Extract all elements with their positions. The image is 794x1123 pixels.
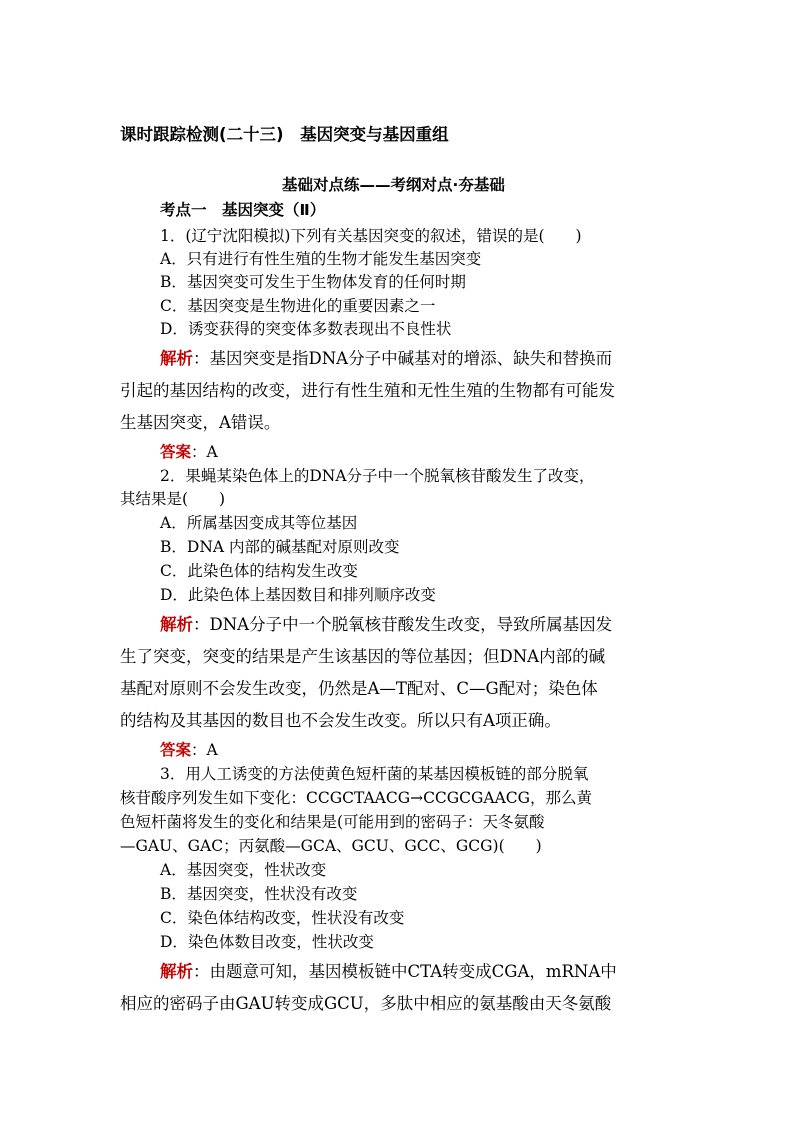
q1-analysis-label: 解析 <box>160 349 193 368</box>
q1-stem: 1．(辽宁沈阳模拟)下列有关基因突变的叙述，错误的是( ) <box>160 227 582 245</box>
q2-stem-line1: 2．果蝇某染色体上的DNA分子中一个脱氧核苷酸发生了改变， <box>160 467 595 485</box>
q2-analysis-line3: 基配对原则不会发生改变，仍然是A—T配对、C—G配对；染色体 <box>120 679 598 698</box>
q2-analysis-line2: 生了突变，突变的结果是产生该基因的等位基因；但DNA内部的碱 <box>120 647 606 666</box>
q3-option-b: B．基因突变，性状没有改变 <box>160 885 358 903</box>
document-title: 课时跟踪检测(二十三) 基因突变与基因重组 <box>120 125 449 144</box>
q2-analysis-label: 解析 <box>160 615 193 634</box>
q1-analysis-line2: 引起的基因结构的改变，进行有性生殖和无性生殖的生物都有可能发 <box>120 381 615 400</box>
q1-option-b: B．基因突变可发生于生物体发育的任何时期 <box>160 273 466 291</box>
q3-analysis-label: 解析 <box>160 962 193 981</box>
q2-option-b: B．DNA 内部的碱基配对原则改变 <box>160 538 400 556</box>
q3-option-c: C．染色体结构改变，性状没有改变 <box>160 909 405 927</box>
q1-analysis-line3: 生基因突变，A错误。 <box>120 413 281 432</box>
q3-stem-line3: 色短杆菌将发生的变化和结果是(可能用到的密码子：天冬氨酸 <box>120 813 545 831</box>
q2-stem-line2: 其结果是( ) <box>120 490 226 508</box>
q1-answer-label: 答案 <box>160 442 192 461</box>
q2-analysis-line4: 的结构及其基因的数目也不会发生改变。所以只有A项正确。 <box>120 711 561 730</box>
q3-stem-line2: 核苷酸序列发生如下变化：CCGCTAACG→CCGCGAACG，那么黄 <box>120 789 593 807</box>
q2-answer: 答案：A <box>160 740 218 759</box>
q2-option-a: A．所属基因变成其等位基因 <box>160 514 358 532</box>
q1-option-c: C．基因突变是生物进化的重要因素之一 <box>160 297 436 315</box>
q1-option-a: A．只有进行有性生殖的生物才能发生基因突变 <box>160 250 482 268</box>
q1-option-d: D．诱变获得的突变体多数表现出不良性状 <box>160 320 452 338</box>
section-heading: 基础对点练——考纲对点·夯基础 <box>282 176 505 194</box>
q2-answer-label: 答案 <box>160 740 192 759</box>
q1-analysis-line1: 解析：基因突变是指DNA分子中碱基对的增添、缺失和替换而 <box>160 349 613 368</box>
q3-stem-line1: 3．用人工诱变的方法使黄色短杆菌的某基因模板链的部分脱氧 <box>160 765 589 783</box>
q3-analysis-line1: 解析：由题意可知，基因模板链中CTA转变成CGA，mRNA中 <box>160 962 617 981</box>
q3-stem-line4: —GAU、GAC；丙氨酸—GCA、GCU、GCC、GCG)( ) <box>120 837 542 855</box>
exam-point-heading: 考点一 基因突变（Ⅱ） <box>160 201 326 219</box>
q3-analysis-line2: 相应的密码子由GAU转变成GCU，多肽中相应的氨基酸由天冬氨酸 <box>120 994 612 1013</box>
q1-answer: 答案：A <box>160 442 218 461</box>
q2-option-d: D．此染色体上基因数目和排列顺序改变 <box>160 586 436 604</box>
q3-option-d: D．染色体数目改变，性状改变 <box>160 933 374 951</box>
q2-option-c: C．此染色体的结构发生改变 <box>160 562 358 580</box>
q2-analysis-line1: 解析：DNA分子中一个脱氧核苷酸发生改变，导致所属基因发 <box>160 615 613 634</box>
q3-option-a: A．基因突变，性状改变 <box>160 861 327 879</box>
